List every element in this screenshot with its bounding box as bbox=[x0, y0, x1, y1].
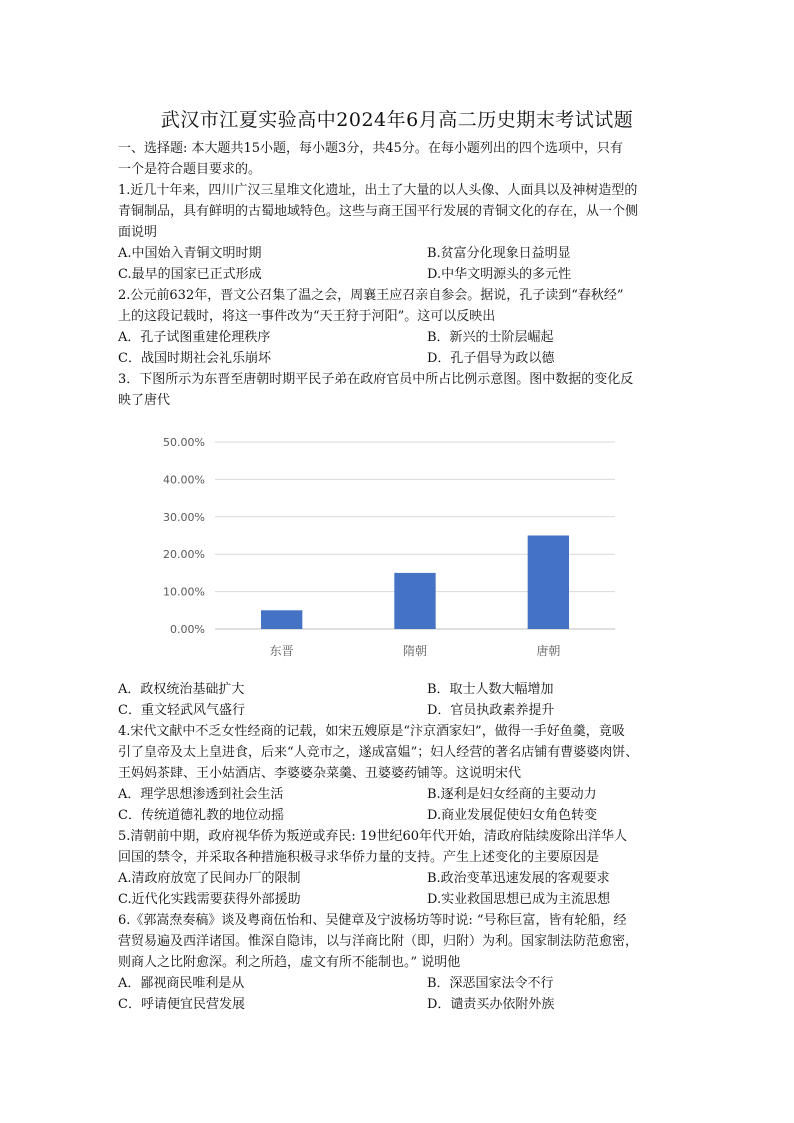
q5-option-b: B.政治变革迅速发展的客观要求 bbox=[427, 871, 610, 886]
officials-ratio-chart bbox=[160, 425, 630, 665]
q4-option-a: A．理学思想渗透到社会生活 bbox=[118, 787, 284, 802]
chart-bar bbox=[261, 610, 302, 629]
q5-option-a: A.清政府放宽了民间办厂的限制 bbox=[118, 871, 301, 886]
q3-option-b: B．取士人数大幅增加 bbox=[427, 682, 554, 697]
instruction-line-2: 一个是符合题目要求的。 bbox=[118, 162, 262, 177]
q6-option-b: B．深恶国家法令不行 bbox=[427, 976, 554, 991]
chart-bar bbox=[394, 573, 435, 629]
q6-stem-line-2: 营贸易遍及西洋诸国。惟深自隐讳，以与洋商比附（即，归附）为利。国家制法防范愈密， bbox=[118, 934, 639, 949]
chart-y-tick-label: 30.00% bbox=[163, 510, 205, 524]
q6-option-c: C．呼请便宜民营发展 bbox=[118, 997, 245, 1012]
q1-stem-line-1: 1.近几十年来，四川广汉三星堆文化遗址，出土了大量的以人头像、人面具以及神树造型的 bbox=[118, 183, 638, 198]
chart-y-tick-label: 20.00% bbox=[163, 548, 205, 562]
q1-stem-line-2: 青铜制品，具有鲜明的古蜀地域特色。这些与商王国平行发展的青铜文化的存在，从一个侧 bbox=[118, 204, 639, 219]
q2-option-a: A．孔子试图重建伦理秩序 bbox=[118, 330, 271, 345]
q6-option-d: D．谴责买办依附外族 bbox=[427, 997, 555, 1012]
q4-option-b: B.逐利是妇女经商的主要动力 bbox=[427, 787, 597, 802]
page-title: 武汉市江夏实验高中2024年6月高二历史期末考试试题 bbox=[160, 109, 634, 131]
q1-option-b: B.贫富分化现象日益明显 bbox=[427, 246, 571, 261]
chart-y-tick-labels bbox=[163, 436, 205, 636]
q1-option-a: A.中国始入青铜文明时期 bbox=[118, 246, 262, 261]
chart-x-tick-label: 东晋 bbox=[269, 644, 294, 658]
q2-option-b: B．新兴的士阶层崛起 bbox=[427, 330, 554, 345]
chart-y-tick-label: 10.00% bbox=[163, 585, 205, 599]
q2-option-d: D．孔子倡导为政以德 bbox=[427, 351, 555, 366]
q4-option-d: D.商业发展促使妇女角色转变 bbox=[427, 808, 598, 823]
q3-stem-line-1: 3．下图所示为东晋至唐朝时期平民子弟在政府官员中所占比例示意图。图中数据的变化反 bbox=[118, 372, 634, 387]
q6-stem-line-3: 则商人之比附愈深。利之所趋，虚文有所不能制也。” 说明他 bbox=[118, 955, 461, 970]
q3-stem-line-2: 映了唐代 bbox=[118, 393, 171, 408]
q4-stem-line-3: 王妈妈茶肆、王小姑酒店、李婆婆杂菜羹、丑婆婆药铺等。这说明宋代 bbox=[118, 766, 522, 781]
chart-x-tick-labels bbox=[270, 643, 561, 658]
chart-bar bbox=[528, 536, 569, 630]
q1-stem-line-3: 面说明 bbox=[118, 225, 158, 240]
q3-option-a: A．政权统治基础扩大 bbox=[118, 682, 245, 697]
q1-option-c: C.最早的国家已正式形成 bbox=[118, 267, 262, 282]
q5-option-d: D.实业救国思想已成为主流思想 bbox=[427, 892, 611, 907]
q4-stem-line-2: 引了皇帝及太上皇进食，后来“人竞市之，遂成富媪”；妇人经营的著名店铺有曹婆婆肉饼、 bbox=[118, 745, 639, 760]
q4-option-c: C．传统道德礼教的地位动摇 bbox=[118, 808, 284, 823]
q3-option-c: C．重文轻武风气盛行 bbox=[118, 703, 245, 718]
chart-x-tick-label: 唐朝 bbox=[536, 644, 561, 658]
chart-x-tick-label: 隋朝 bbox=[402, 644, 428, 658]
instruction-line-1: 一、选择题: 本大题共15小题，每小题3分，共45分。在每小题列出的四个选项中，只有 bbox=[118, 141, 623, 156]
chart-y-tick-label: 0.00% bbox=[170, 623, 205, 636]
chart-y-tick-label: 40.00% bbox=[163, 473, 205, 487]
q5-stem-line-2: 回国的禁令，并采取各种措施积极寻求华侨力量的支持。产生上述变化的主要原因是 bbox=[118, 850, 600, 865]
q1-option-d: D.中华文明源头的多元性 bbox=[427, 267, 572, 282]
q5-stem-line-1: 5.清朝前中期，政府视华侨为叛逆或弃民: 19世纪60年代开始，清政府陆续废除出洋华人 bbox=[118, 829, 628, 844]
q2-option-c: C．战国时期社会礼乐崩坏 bbox=[118, 351, 271, 366]
q6-stem-line-1: 6.《郭嵩焘奏稿》谈及粤商伍怡和、吴健章及宁波杨坊等时说: “号称巨富，皆有轮船，经 bbox=[118, 913, 627, 928]
q3-option-d: D．官员执政素养提升 bbox=[427, 703, 555, 718]
q2-stem-line-1: 2.公元前632年，晋文公召集了温之会，周襄王应召亲自参会。据说，孔子读到“春秋经” bbox=[118, 288, 624, 303]
q4-stem-line-1: 4.宋代文献中不乏女性经商的记载，如宋五嫂原是“汴京酒家妇”，做得一手好鱼羹，竟吸 bbox=[118, 724, 625, 739]
chart-y-tick-label: 50.00% bbox=[163, 436, 205, 449]
q2-stem-line-2: 上的这段记载时，将这一事件改为“天王狩于河阳”。这可以反映出 bbox=[118, 309, 496, 324]
chart-bars bbox=[261, 536, 569, 630]
q5-option-c: C.近代化实践需要获得外部援助 bbox=[118, 892, 301, 907]
q6-option-a: A．鄙视商民唯利是从 bbox=[118, 976, 245, 991]
